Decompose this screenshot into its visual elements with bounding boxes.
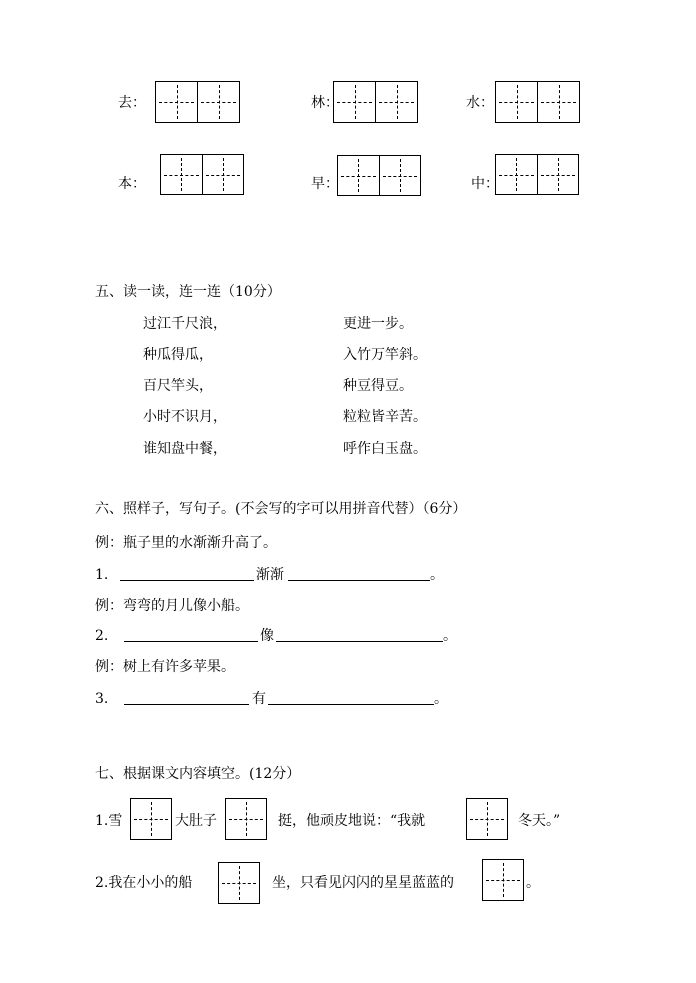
q2-blank-2[interactable]: [276, 641, 443, 642]
writing-grid-lin[interactable]: [333, 81, 418, 123]
writing-grid-zhong[interactable]: [495, 154, 579, 195]
word-label-lin: 林：: [311, 95, 339, 111]
poem-left-4[interactable]: 小时不识月，: [143, 409, 227, 425]
section6-title: 六、照样子，写句子。(不会写的字可以用拼音代替）（6分）: [95, 501, 467, 517]
word-label-ben: 本：: [118, 176, 146, 192]
s7-q2-part-b: 坐，只看见闪闪的星星蓝蓝的: [272, 875, 454, 891]
s7-q1-box-1[interactable]: [130, 798, 172, 840]
s7-q1-box-3[interactable]: [466, 798, 508, 840]
writing-grid-shui[interactable]: [495, 81, 580, 123]
s7-q1-part-d: 冬天。”: [518, 813, 561, 829]
s7-q1-part-a: 1.雪: [95, 813, 123, 829]
q1-number: 1.: [95, 567, 109, 583]
q3-word: 有: [252, 691, 266, 707]
section5-title: 五、读一读，连一连（10分）: [95, 284, 281, 300]
s7-q2-part-a: 2.我在小小的船: [95, 875, 193, 891]
q2-number: 2.: [95, 628, 109, 644]
s7-q2-box-1[interactable]: [218, 862, 260, 904]
writing-grid-qu[interactable]: [155, 81, 240, 123]
poem-right-2[interactable]: 入竹万竿斜。: [343, 347, 427, 363]
q1-end: 。: [430, 567, 444, 583]
q2-end: 。: [443, 628, 457, 644]
poem-right-1[interactable]: 更进一步。: [343, 316, 413, 332]
section7-title: 七、根据课文内容填空。(12分）: [95, 766, 301, 782]
s7-q1-box-2[interactable]: [225, 798, 267, 840]
q1-blank-1[interactable]: [120, 580, 254, 581]
word-label-zao: 早：: [311, 176, 339, 192]
s7-q2-part-c: 。: [526, 875, 540, 891]
q3-blank-2[interactable]: [268, 704, 434, 705]
poem-left-2[interactable]: 种瓜得瓜，: [143, 347, 213, 363]
poem-right-4[interactable]: 粒粒皆辛苦。: [343, 409, 427, 425]
poem-left-5[interactable]: 谁知盘中餐，: [143, 441, 227, 457]
s7-q2-box-2[interactable]: [482, 859, 524, 901]
writing-grid-zao[interactable]: [337, 155, 421, 196]
example-1: 例：瓶子里的水渐渐升高了。: [95, 535, 277, 551]
poem-right-5[interactable]: 呼作白玉盘。: [343, 441, 427, 457]
poem-right-3[interactable]: 种豆得豆。: [343, 378, 413, 394]
q3-blank-1[interactable]: [124, 704, 249, 705]
example-2: 例：弯弯的月儿像小船。: [95, 598, 249, 614]
word-label-qu: 去：: [118, 95, 146, 111]
poem-left-1[interactable]: 过江千尺浪，: [143, 316, 227, 332]
q2-word: 像: [260, 628, 274, 644]
q1-word: 渐渐: [256, 567, 284, 583]
word-label-zhong: 中：: [471, 176, 499, 192]
s7-q1-part-c: 挺，他顽皮地说：“我就: [278, 813, 426, 829]
poem-left-3[interactable]: 百尺竿头，: [143, 378, 213, 394]
example-3: 例：树上有许多苹果。: [95, 659, 235, 675]
q1-blank-2[interactable]: [288, 580, 430, 581]
s7-q1-part-b: 大肚子: [175, 813, 217, 829]
q2-blank-1[interactable]: [124, 641, 258, 642]
q3-end: 。: [434, 691, 448, 707]
q3-number: 3.: [95, 691, 109, 707]
word-label-shui: 水：: [466, 95, 494, 111]
writing-grid-ben[interactable]: [160, 154, 244, 195]
